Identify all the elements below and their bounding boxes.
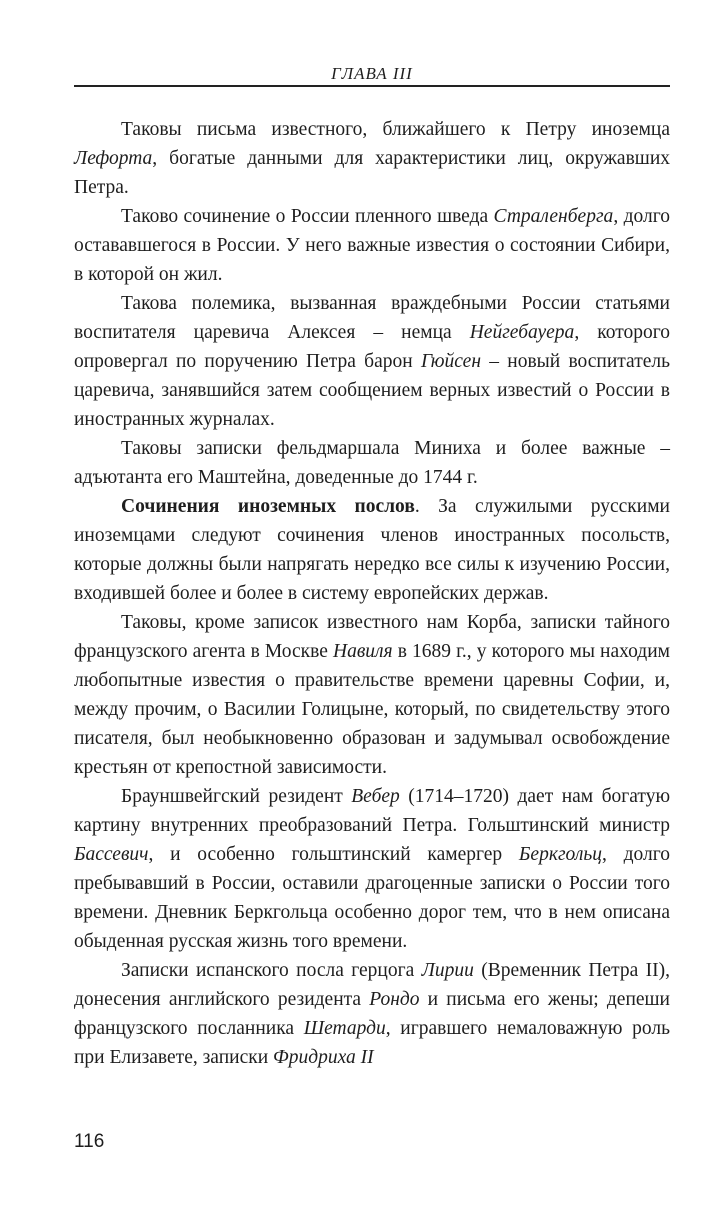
text-run: , которого опровергал по поручению Петра барон	[74, 322, 670, 372]
italic-name: Шетарди	[303, 1018, 386, 1039]
italic-name: Фридриха II	[273, 1047, 374, 1068]
text-run: Такова полемика, вызванная враждебными России статьями воспитателя царевича Алексея – немца	[74, 293, 670, 343]
italic-name: Беркгольц	[518, 844, 602, 865]
paragraph	[74, 492, 670, 608]
text-run: Брауншвейгский резидент	[121, 786, 352, 807]
paragraph	[74, 202, 670, 289]
text-run: и письма его жены; депеши французского посланника	[74, 989, 670, 1039]
header-rule	[74, 85, 670, 87]
italic-name: Гюйсен	[420, 351, 482, 372]
text-run: – новый воспитатель царевича, занявшийся затем сообщением верных известий о России в иностранных журналах.	[74, 351, 671, 430]
text-run: , и особенно гольштинский камергер	[148, 844, 519, 865]
page-number: 116	[74, 1131, 105, 1152]
italic-name: Навиля	[333, 641, 393, 662]
italic-name: Вебер	[351, 786, 400, 807]
chapter-title: ГЛАВА III	[331, 64, 413, 83]
italic-name: Страленберга	[493, 206, 614, 227]
text-run: (1714–1720) дает нам богатую картину внутренних преобразований Петра. Гольштинский министр	[74, 786, 671, 836]
text-run: Таковы письма известного, ближайшего к Петру иноземца	[121, 119, 670, 140]
text-run: , долго пребывавший в России, оставили драгоценные записки о России того времени. Дневник Беркгольца особенно дорог тем, что в нем описана обыденная русская жизнь того времени.	[74, 844, 670, 952]
body-text	[74, 115, 670, 1072]
section-heading: Сочинения иноземных послов	[121, 496, 415, 517]
paragraph	[74, 289, 670, 434]
italic-name: Рондо	[369, 989, 420, 1010]
text-run: Записки испанского посла герцога	[121, 960, 422, 981]
text-run: , игравшего немаловажную роль при Елизавете, записки	[74, 1018, 670, 1068]
text-run: Таковы, кроме записок известного нам Корба, записки тайного французского агента в Москве	[74, 612, 670, 662]
paragraph	[74, 956, 670, 1072]
text-run: в 1689 г., у которого мы находим любопытные известия о правительстве времени царевны Софии, и, между прочим, о Василии Голицыне, который, по свидетельству этого писателя, был необыкновенно образован и задумывал освобождение крестьян от крепостной зависимости.	[74, 641, 671, 778]
italic-name: Лефорта	[74, 148, 153, 169]
text-run: , богатые данными для характеристики лиц, окружавших Петра.	[74, 148, 670, 198]
text-run: Таково сочинение о России пленного шведа	[121, 206, 494, 227]
paragraph	[74, 115, 670, 202]
text-run: Таковы записки фельдмаршала Миниха и более важные – адъютанта его Маштейна, доведенные до 1744 г.	[74, 438, 670, 488]
paragraph	[74, 434, 670, 492]
text-run: , долго остававшегося в России. У него важные известия о состоянии Сибири, в которой он жил.	[74, 206, 670, 285]
italic-name: Лирии	[421, 960, 474, 981]
text-run: (Временник Петра II), донесения английского резидента	[74, 960, 670, 1010]
paragraph	[74, 608, 670, 782]
paragraph	[74, 782, 670, 956]
italic-name: Нейгебауера	[469, 322, 575, 343]
running-header	[74, 64, 670, 87]
text-run: . За служилыми русскими иноземцами следуют сочинения членов иностранных посольств, которые должны были напрягать нередко все силы к изучению России, входившей более и более в систему европейских держав.	[74, 496, 670, 604]
italic-name: Бассевич	[74, 844, 149, 865]
